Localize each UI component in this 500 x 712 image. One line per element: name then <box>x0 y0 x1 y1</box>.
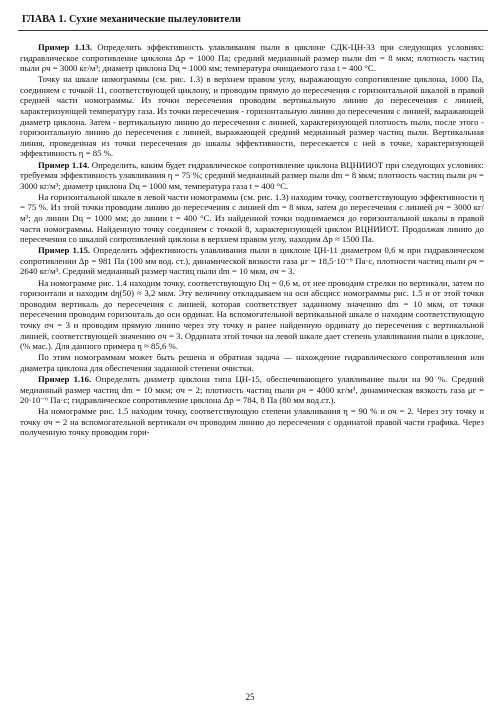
chapter-header: ГЛАВА 1. Сухие механические пылеуловители <box>22 14 241 25</box>
document-body <box>20 42 484 438</box>
paragraph-example-1-13 <box>20 42 484 74</box>
paragraph-text: Определить эффективность улавливания пыли в циклоне ЦН-11 диаметром 0,6 м при гидравлическом сопротивлении Δp = 981 Па (100 мм вод. ст.), динамической вязкости газа μг = 18,5·10⁻⁶ Па·с, плотности частиц пыли ρч = 2640 кг/м³. Средний медианный размер частиц пыли dm = 10 мкм, σч = 3. <box>20 245 484 277</box>
header-rule <box>18 30 488 31</box>
page-number: 25 <box>245 692 255 702</box>
paragraph-solution-1-13 <box>20 74 484 159</box>
paragraph-text: На горизонтальной шкале в левой части номограммы (см. рис. 1.3) находим точку, соответствующую эффективности η = 75 %. Из этой точки проводим линию до пересечения с линией dm = 8 мкм, затем до пересечения с линией ρч = 3000 кг/м³; до линии Dц = 1000 мм; до линии t = 400 °С. Из найденной точки поднимаемся до горизонтальной шкалы в правой части номограммы. Найденную точку соединяем с точкой 8, характеризующей циклон ВЦНИИОТ. Продолжая линию до пересечения со шкалой сопротивлений циклона в верхнем правом углу, находим Δp ≈ 1500 Па. <box>20 191 484 245</box>
paragraph-text: Определить, каким будет гидравлическое сопротивление циклона ВЦНИИОТ при следующих условиях: требуемая эффективность улавливания η = 75 %; средний медианный размер пыли dm = 8 мкм; плотность частиц пыли ρч = 3000 кг/м³; диаметр циклона Dц = 1000 мм, температура газа t = 400 °С. <box>20 159 484 191</box>
paragraph-example-1-15 <box>20 245 484 277</box>
paragraph-inverse-task <box>20 352 484 373</box>
paragraph-example-1-16 <box>20 374 484 406</box>
paragraph-solution-1-16 <box>20 406 484 438</box>
example-label: Пример 1.15. <box>38 245 91 256</box>
example-label: Пример 1.16. <box>38 373 92 384</box>
paragraph-text: Определить эффективность улавливания пыли в циклоне СДК-ЦН-33 при следующих условиях: гидравлическое сопротивление циклона Δp = 1000 Па; средний медианный размер пыли dm = 8 мкм; плотность частиц пыли ρч = 3000 кг/м³; диаметр циклона Dц = 1000 мм; температура очищаемого газа t = 400 °С. <box>20 42 484 74</box>
paragraph-example-1-14 <box>20 160 484 192</box>
example-label: Пример 1.13. <box>38 42 93 52</box>
paragraph-text: На номограмме рис. 1.5 находим точку, соответствующую степени улавливания η = 90 % и σч = 2. Через эту точку и точку σч = 2 на вспомогательной вертикали σч проводим линию до пересечения с ординатой правой части графика. Через полученную точку проводим гори- <box>20 406 484 438</box>
paragraph-text: Точку на шкале номограммы (см. рис. 1.3) в верхнем правом углу, выражающую сопротивление циклона, 1000 Па, соединяем с точкой 11, соответствующей циклону, и проводим прямую до пересечения с горизонтальной шкалой в правой средней части номограммы. Из точки пересечения проводим вертикальную линию до пересечения с линией, характеризующей температуру газа. Из точки пересечения - горизонтальную линию до пересечения с линией, выражающей диаметр циклона. Затем - вертикальную линию до пересечения с линией, характеризующей плотность пыли, после этого - горизонтальную линию до пересечения с линией, выражающей средний медианный размер частиц пыли. Вертикальная линия, проведенная из точки пересечения до шкалы эффективности, пересекается с ней в точке, характеризующей эффективность η = 85 %. <box>20 74 484 159</box>
example-label: Пример 1.14. <box>38 159 90 170</box>
paragraph-text: По этим номограммам может быть решена и обратная задача — нахождение гидравлического сопротивления или диаметра циклона для обеспечения заданной степени очистки. <box>20 352 484 373</box>
paragraph-text: Определить диаметр циклона типа ЦН-15, обеспечивающего улавливание пыли на 90 %. Средний медианный размер частиц dm = 10 мкм; σч = 2; плотность частиц пыли ρч = 4000 кг/м³, динамическая вязкость газа μг = 20·10⁻⁶ Па·с; гидравлическое сопротивление циклона Δp = 784, 8 Па (80 мм вод.ст.). <box>20 373 484 406</box>
paragraph-solution-1-14 <box>20 192 484 245</box>
paragraph-solution-1-15 <box>20 278 484 352</box>
paragraph-text: На номограмме рис. 1.4 находим точку, соответствующую Dц = 0,6 м, от нее проводим стрелки по вертикали, затем по горизонтали и находим dη(50) ≈ 3,2 мкм. Эту величину откладываем на оси абсцисс номограммы рис. 1.5 и от этой точки проводим вертикаль до пересечения с линией, которая соответствует заданному значению dm = 10 мкм, от точки пересечения проводим горизонталь до оси ординат. На вспомогательной вертикальной шкале σ находим соответствующую точку σч = 3 и проводим прямую линию через эту точку и ранее найденную ординату до пересечения с вертикальной линией, соответствующей значению σч = 3. Ордината этой точки на левой шкале дает степень улавливания пыли в циклоне, (% мас.). Для данного примера η ≈ 85,6 %. <box>20 277 484 352</box>
